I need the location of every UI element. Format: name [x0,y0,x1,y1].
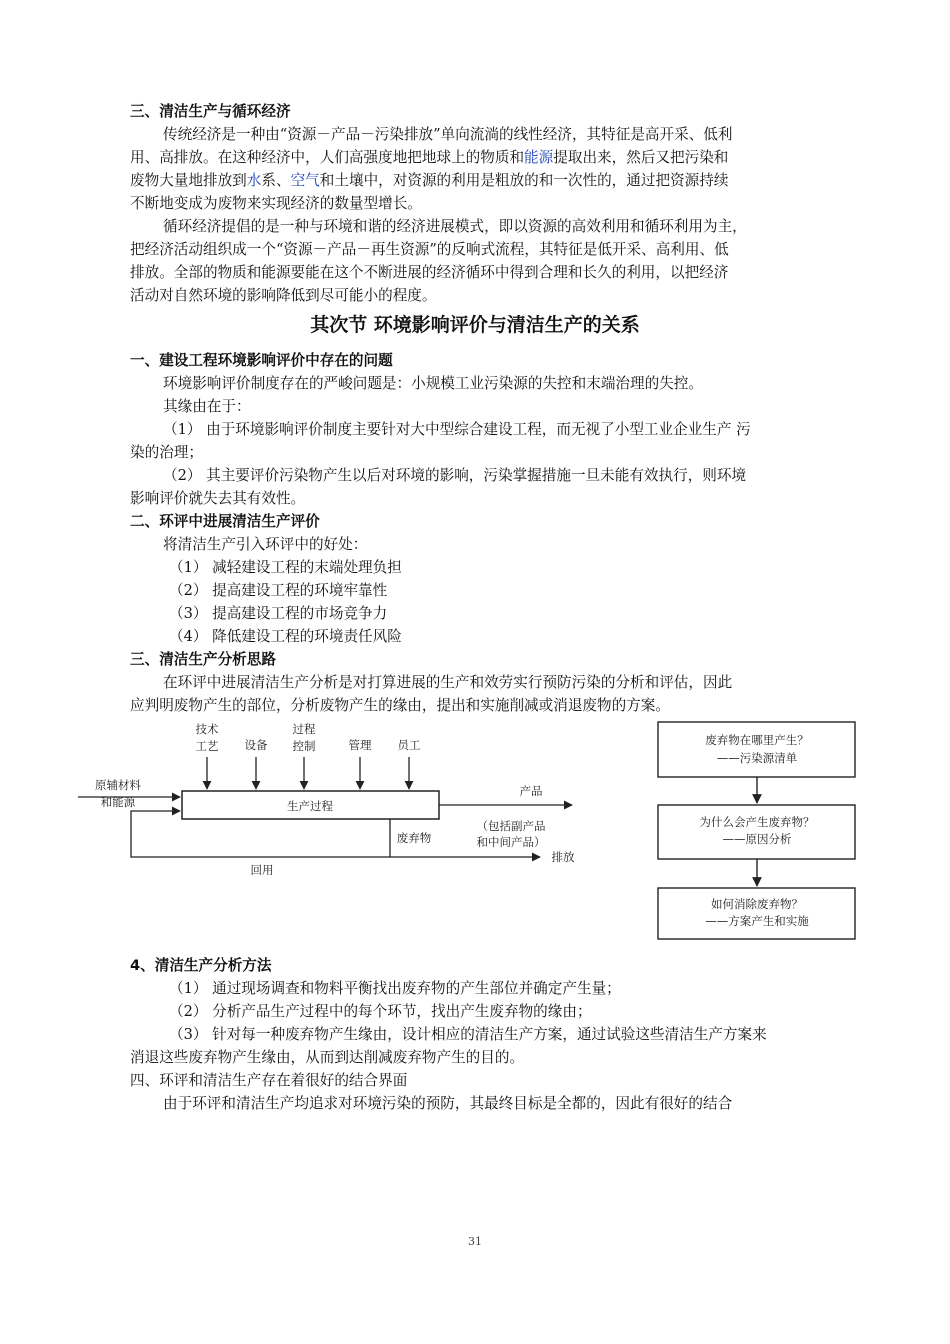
byproduct-label: （包括副产品 [476,819,546,833]
list-item: （4） 降低建设工程的环境责任风险 [169,628,402,645]
heading-analysis-approach: 三、清洁生产分析思路 [130,651,276,668]
step-question: 废弃物在哪里产生？ [705,733,809,747]
paragraph-line: 废物大量地排放到水系、空气和土壤中，对资源的利用是粗放的和一次性的，通过把资源持续 [130,172,729,189]
page-number: 31 [468,1235,482,1248]
list-item: （3） 提高建设工程的市场竞争力 [169,605,388,622]
input-label: 工艺 [195,739,219,753]
paragraph-line: （1） 由于环境影响评价制度主要针对大中型综合建设工程，而无视了小型工业企业生产 污 [163,421,751,438]
paragraph-line: 用、高排放。在这种经济中，人们高强度地把地球上的物质和能源提取出来，然后又把污染和 [130,149,729,166]
step-answer: ——方案产生和实施 [705,914,809,928]
paragraph-line: 传统经济是一种由“资源－产品－污染排放”单向流淌的线性经济，其特征是高开采、低利 [163,126,733,143]
paragraph-line: 循环经济提倡的是一种与环境和谐的经济进展模式，即以资源的高效利用和循环利用为主， [163,218,747,235]
input-label: 管理 [348,738,372,752]
section-title: 其次节 环境影响评价与清洁生产的关系 [310,314,640,336]
section-heading-circular-economy: 三、清洁生产与循环经济 [130,103,291,120]
byproduct-label: 和中间产品） [476,835,546,849]
link-energy[interactable]: 能源 [524,149,554,166]
paragraph-line: 由于环评和清洁生产均追求对环境污染的预防，其最终目标是全都的，因此有很好的结合 [163,1095,733,1112]
list-item: （2） 分析产品生产过程中的每个环节，找出产生废弃物的缘由； [169,1003,592,1020]
heading-analysis-method: 4、清洁生产分析方法 [130,957,272,974]
paragraph-line: （2） 其主要评价污染物产生以后对环境的影响，污染掌握措施一旦未能有效执行，则环境 [163,467,747,484]
link-water[interactable]: 水 [246,172,262,189]
heading-integration: 四、环评和清洁生产存在着很好的结合界面 [130,1072,408,1089]
step-box-1 [658,722,855,777]
paragraph-line: 在环评中进展清洁生产分析是对打算进展的生产和效劳实行预防污染的分析和评估，因此 [163,674,733,691]
list-item: （1） 通过现场调查和物料平衡找出废弃物的产生部位并确定产生量； [169,980,621,997]
paragraph-line: 将清洁生产引入环评中的好处： [163,536,368,553]
heading-cleaner-production-evaluation: 二、环评中进展清洁生产评价 [130,513,320,530]
paragraph-line: 影响评价就失去其有效性。 [130,490,306,507]
step-answer: ——原因分析 [722,832,792,846]
input-label: 技术 [195,722,219,736]
paragraph-line: 其缘由在于： [163,398,251,415]
paragraph-line: 消退这些废弃物产生缘由，从而到达削减废弃物产生的目的。 [130,1049,525,1066]
paragraph-line: 染的治理； [130,444,203,461]
input-label: 设备 [244,738,268,752]
paragraph-line: 活动对自然环境的影响降低到尽可能小的程度。 [130,287,437,304]
paragraph-line: 环境影响评价制度存在的严峻问题是：小规模工业污染源的失控和末端治理的失控。 [163,375,703,392]
input-label: 控制 [292,739,316,753]
discharge-label: 排放 [551,850,575,864]
input-label: 过程 [292,722,316,736]
list-item: （1） 减轻建设工程的末端处理负担 [169,559,402,576]
product-label: 产品 [519,784,543,798]
paragraph-line: 排放。全部的物质和能源要能在这个不断进展的经济循环中得到合理和长久的利用，以把经济 [130,264,729,281]
waste-label: 废弃物 [396,831,432,845]
list-item: （2） 提高建设工程的环境牢靠性 [169,582,388,599]
process-label: 生产过程 [287,799,333,813]
step-question: 如何消除废弃物？ [711,897,803,911]
step-question: 为什么会产生废弃物？ [699,815,815,829]
list-item: （3） 针对每一种废弃物产生缘由，设计相应的清洁生产方案，通过试验这些清洁生产方案来 [169,1026,767,1043]
paragraph-line: 应判明废物产生的部位，分析废物产生的缘由，提出和实施削减或消退废物的方案。 [130,697,670,714]
heading-eia-problems: 一、建设工程环境影响评价中存在的问题 [130,352,393,369]
recycle-label: 回用 [250,863,274,877]
raw-material-label: 和能源 [100,795,136,809]
recycle-loop [131,811,390,857]
input-label: 员工 [397,738,421,752]
link-air[interactable]: 空气 [290,172,320,189]
paragraph-line: 不断地变成为废物来实现经济的数量型增长。 [130,195,422,212]
step-answer: ——污染源清单 [716,751,798,765]
raw-material-label: 原辅材料 [95,778,141,792]
paragraph-line: 把经济活动组织成一个“资源－产品－再生资源”的反响式流程，其特征是低开采、高利用、低 [130,241,729,258]
